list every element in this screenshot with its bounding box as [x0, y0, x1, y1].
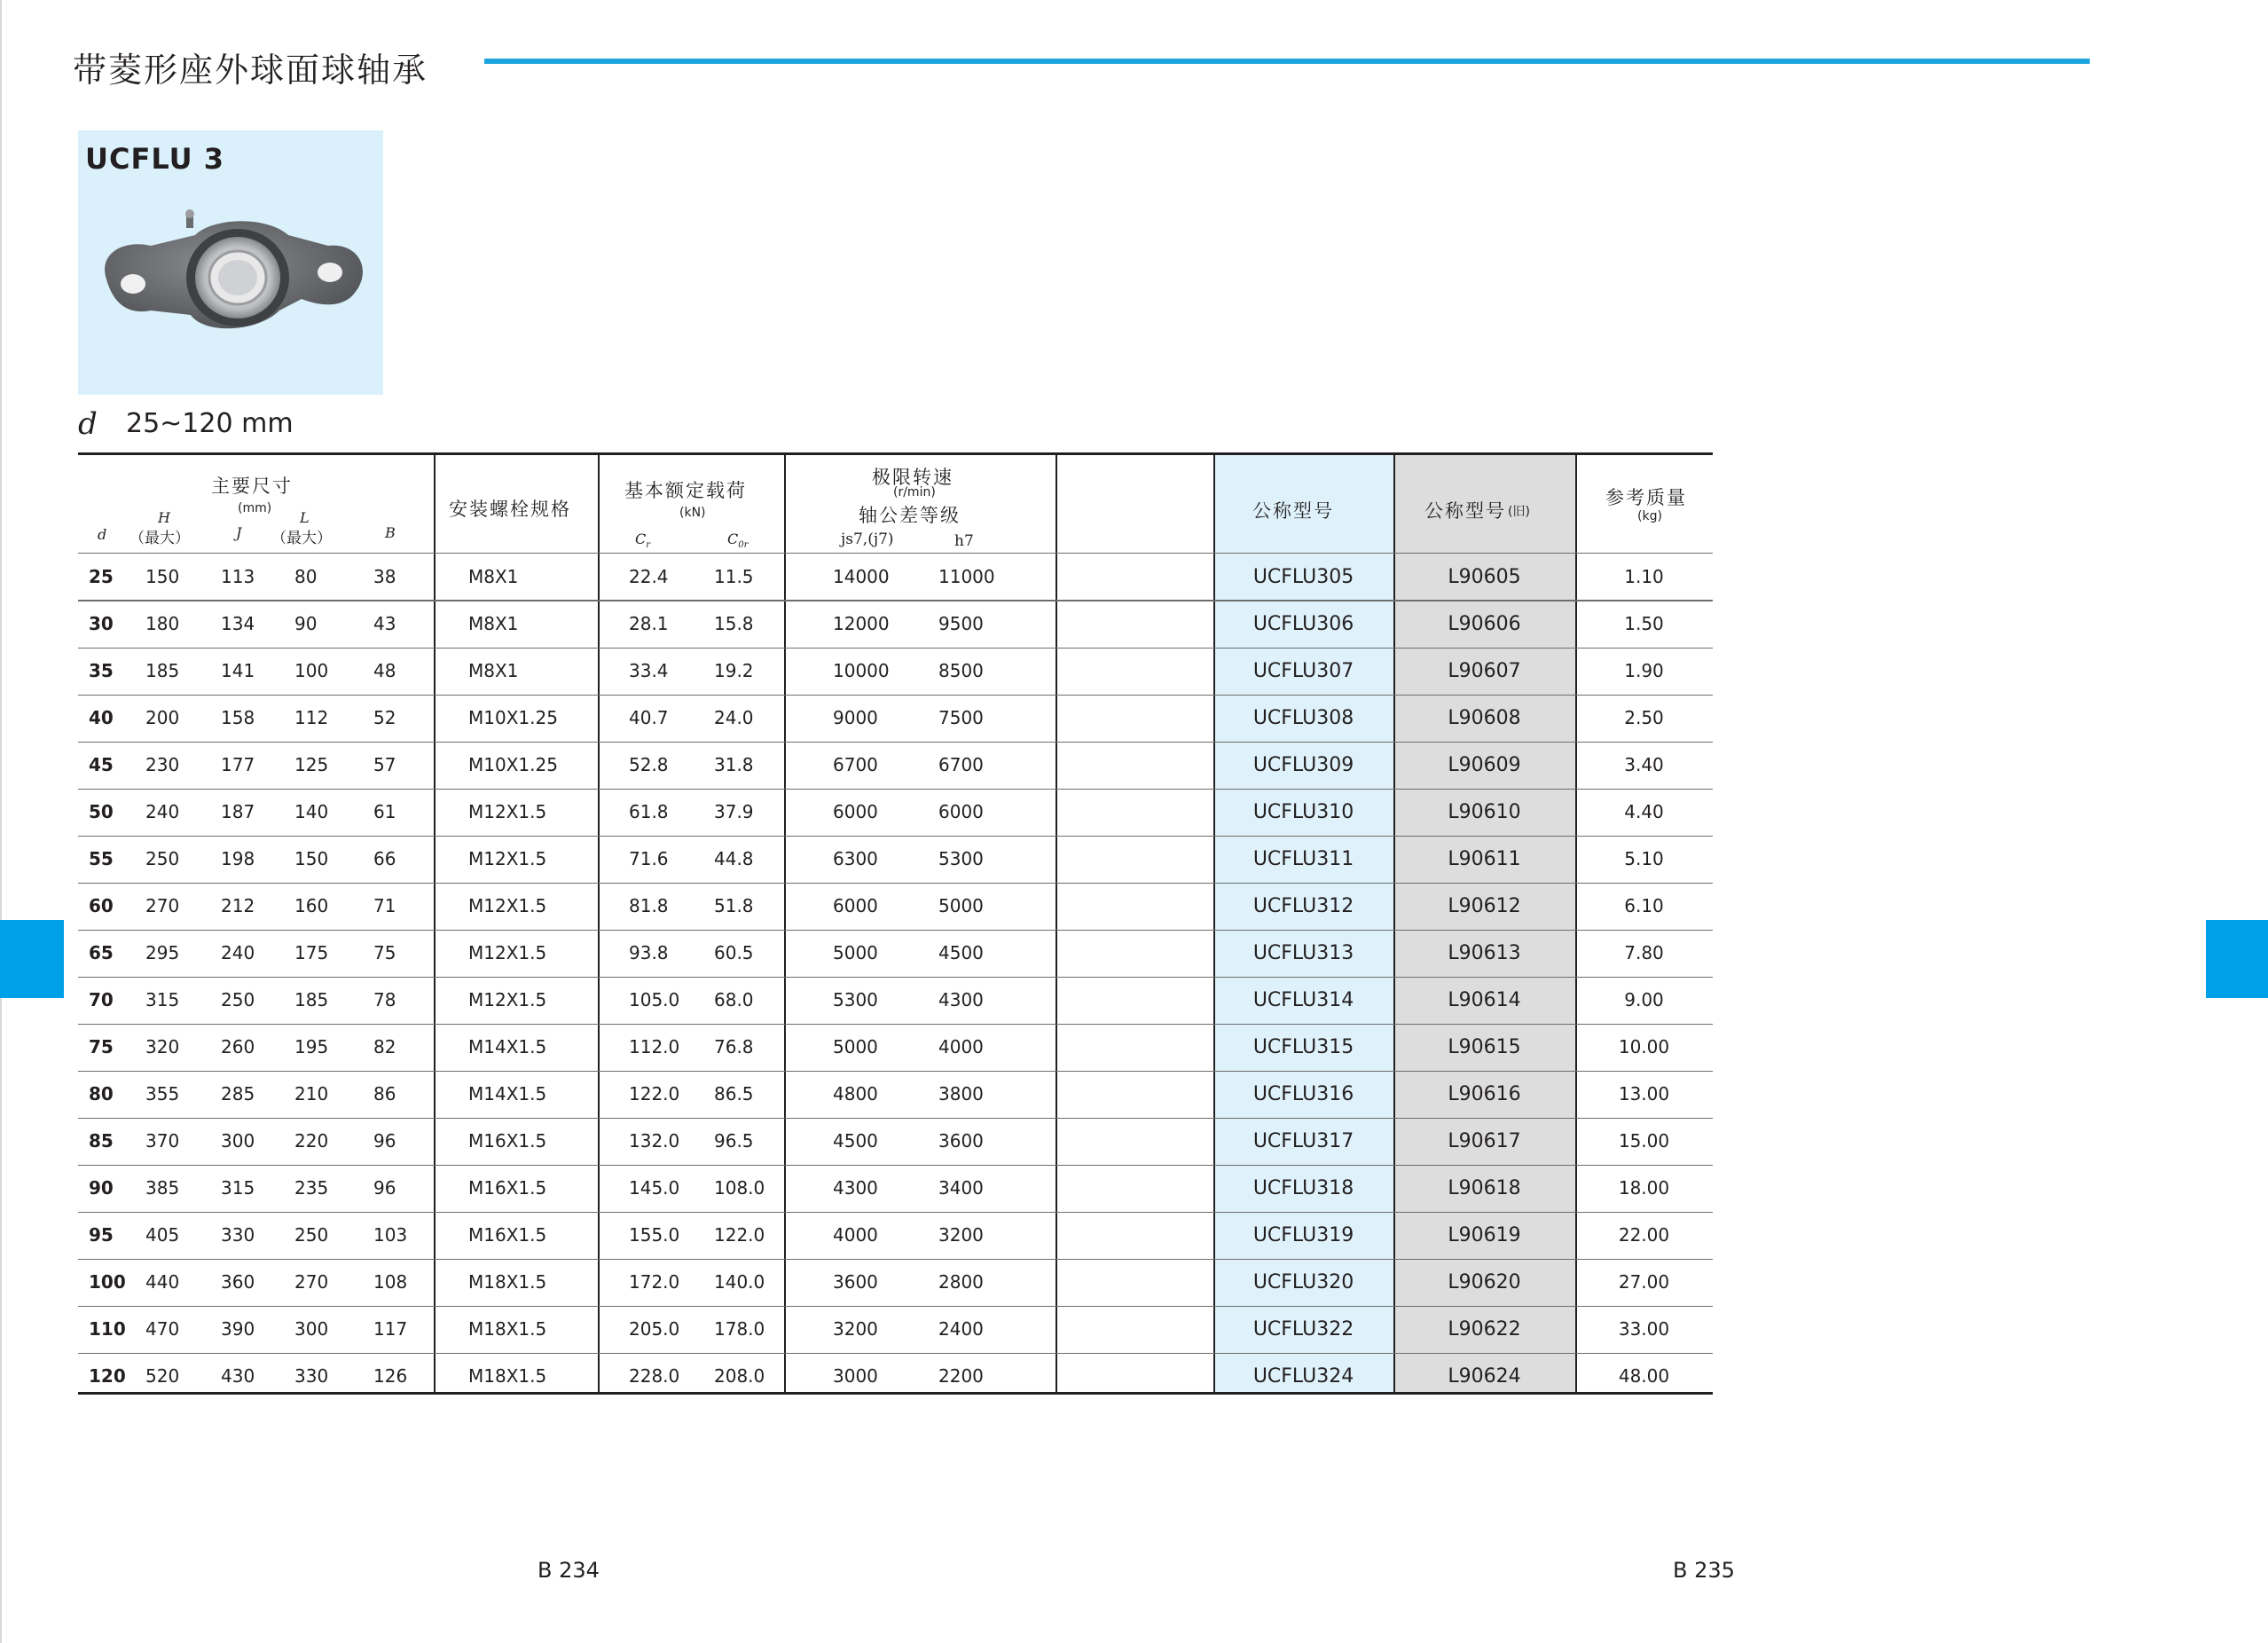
cell-cr: 71.6 [629, 848, 669, 869]
cell-H: 185 [145, 660, 180, 681]
cell-old-model: L90618 [1448, 1177, 1521, 1199]
cell-mass: 1.90 [1624, 660, 1664, 681]
cell-old-model: L90617 [1448, 1130, 1521, 1152]
cell-H: 150 [145, 566, 180, 587]
bore-symbol: d [78, 406, 98, 442]
cell-B: 117 [373, 1318, 408, 1340]
cell-cr: 61.8 [629, 801, 669, 822]
cell-cor: 15.8 [714, 613, 754, 634]
cell-mass: 3.40 [1624, 754, 1664, 775]
cell-speed-js7: 10000 [833, 660, 890, 681]
header-B: B [385, 524, 396, 541]
cell-speed-h7: 5300 [938, 848, 984, 869]
cell-J: 390 [221, 1318, 255, 1340]
cell-model: UCFLU312 [1252, 895, 1354, 917]
cell-d: 40 [89, 707, 114, 728]
cell-speed-h7: 9500 [938, 613, 984, 634]
cell-model: UCFLU315 [1252, 1036, 1354, 1058]
page-number-right: B 235 [1673, 1558, 1735, 1583]
table-row [78, 742, 1713, 790]
cell-cor: 24.0 [714, 707, 754, 728]
cell-speed-js7: 3200 [833, 1318, 878, 1340]
cell-old-model: L90622 [1448, 1318, 1521, 1340]
cell-model: UCFLU305 [1252, 566, 1354, 588]
cell-model: UCFLU319 [1252, 1224, 1354, 1246]
cell-speed-h7: 3600 [938, 1130, 984, 1152]
cell-J: 300 [221, 1130, 255, 1152]
cell-speed-js7: 4300 [833, 1177, 878, 1199]
table-top-rule [78, 452, 1713, 455]
header-cor: $C_{0r}$ [727, 531, 749, 551]
cell-mass: 5.10 [1624, 848, 1664, 869]
table-row [78, 695, 1713, 743]
cell-d: 45 [89, 754, 114, 775]
cell-speed-h7: 4000 [938, 1036, 984, 1057]
header-main-dimensions: 主要尺寸 [211, 476, 293, 497]
cell-L: 195 [294, 1036, 329, 1057]
cell-d: 80 [89, 1083, 114, 1105]
header-old-model-note: (旧) [1508, 505, 1530, 519]
cell-model: UCFLU309 [1252, 754, 1354, 776]
cell-cr: 155.0 [629, 1224, 680, 1246]
cell-cor: 37.9 [714, 801, 754, 822]
cell-model: UCFLU313 [1252, 942, 1354, 964]
cell-mass: 15.00 [1618, 1130, 1670, 1152]
cell-H: 470 [145, 1318, 180, 1340]
cell-cr: 33.4 [629, 660, 669, 681]
cell-J: 141 [221, 660, 255, 681]
cell-mass: 9.00 [1624, 989, 1664, 1010]
table-row [78, 836, 1713, 884]
cell-L: 185 [294, 989, 329, 1010]
cell-old-model: L90609 [1448, 754, 1521, 776]
cell-cr: 122.0 [629, 1083, 680, 1105]
cell-J: 360 [221, 1271, 255, 1293]
cell-speed-js7: 5000 [833, 942, 878, 963]
cell-model: UCFLU318 [1252, 1177, 1354, 1199]
cell-d: 25 [89, 566, 114, 587]
header-js7: js7,(j7) [841, 531, 894, 548]
cell-speed-h7: 6000 [938, 801, 984, 822]
cell-B: 96 [373, 1130, 396, 1152]
cell-model: UCFLU320 [1252, 1271, 1354, 1293]
table-row [78, 883, 1713, 931]
cell-B: 96 [373, 1177, 396, 1199]
cell-old-model: L90607 [1448, 660, 1521, 682]
cell-L: 250 [294, 1224, 329, 1246]
cell-B: 75 [373, 942, 396, 963]
header-old-model: 公称型号 [1424, 500, 1506, 522]
cell-J: 187 [221, 801, 255, 822]
left-edge-rule [0, 0, 2, 1643]
table-row [78, 1306, 1713, 1354]
header-speed-unit: (r/min) [893, 485, 936, 499]
cell-J: 158 [221, 707, 255, 728]
cell-J: 285 [221, 1083, 255, 1105]
table-row [78, 1071, 1713, 1119]
table-row [78, 1118, 1713, 1166]
cell-speed-js7: 6700 [833, 754, 878, 775]
cell-d: 75 [89, 1036, 114, 1057]
cell-bolt: M12X1.5 [468, 801, 547, 822]
cell-cor: 86.5 [714, 1083, 754, 1105]
cell-J: 240 [221, 942, 255, 963]
cell-cr: 112.0 [629, 1036, 680, 1057]
cell-d: 60 [89, 895, 114, 916]
cell-B: 86 [373, 1083, 396, 1105]
side-tab-right [2206, 920, 2268, 998]
table-row [78, 601, 1713, 649]
cell-cor: 140.0 [714, 1271, 765, 1293]
cell-cr: 93.8 [629, 942, 669, 963]
cell-J: 260 [221, 1036, 255, 1057]
cell-speed-js7: 6300 [833, 848, 878, 869]
product-series-label: UCFLU 3 [85, 142, 224, 176]
cell-model: UCFLU322 [1252, 1318, 1354, 1340]
cell-H: 270 [145, 895, 180, 916]
cell-H: 385 [145, 1177, 180, 1199]
cell-cr: 172.0 [629, 1271, 680, 1293]
cell-speed-h7: 5000 [938, 895, 984, 916]
cell-bolt: M12X1.5 [468, 848, 547, 869]
cell-H: 230 [145, 754, 180, 775]
cell-speed-js7: 14000 [833, 566, 890, 587]
cell-cr: 52.8 [629, 754, 669, 775]
cell-old-model: L90619 [1448, 1224, 1521, 1246]
cell-L: 112 [294, 707, 329, 728]
cell-model: UCFLU324 [1252, 1365, 1354, 1388]
cell-H: 240 [145, 801, 180, 822]
table-row [78, 554, 1713, 601]
cell-bolt: M12X1.5 [468, 989, 547, 1010]
cell-old-model: L90608 [1448, 707, 1521, 729]
cell-mass: 48.00 [1618, 1365, 1670, 1387]
cell-B: 38 [373, 566, 396, 587]
table-row [78, 1024, 1713, 1072]
cell-model: UCFLU308 [1252, 707, 1354, 729]
cell-bolt: M12X1.5 [468, 942, 547, 963]
cell-bolt: M18X1.5 [468, 1271, 547, 1293]
header-speed: 极限转速 [872, 467, 954, 488]
cell-J: 250 [221, 989, 255, 1010]
page-title: 带菱形座外球面球轴承 [73, 51, 428, 90]
header-H: H [158, 509, 170, 526]
header-J: J [236, 524, 242, 541]
header-load: 基本额定载荷 [624, 480, 747, 501]
cell-L: 80 [294, 566, 318, 587]
header-d: d [98, 526, 107, 543]
header-main-dimensions-unit: (mm) [238, 501, 272, 515]
cell-speed-h7: 4500 [938, 942, 984, 963]
cell-d: 35 [89, 660, 114, 681]
cell-d: 85 [89, 1130, 114, 1152]
cell-bolt: M8X1 [468, 566, 519, 587]
cell-model: UCFLU306 [1252, 613, 1354, 635]
cell-mass: 13.00 [1618, 1083, 1670, 1105]
header-tolerance: 轴公差等级 [859, 505, 961, 526]
cell-cor: 51.8 [714, 895, 754, 916]
cell-cr: 105.0 [629, 989, 680, 1010]
cell-H: 320 [145, 1036, 180, 1057]
cell-cor: 76.8 [714, 1036, 754, 1057]
cell-mass: 1.10 [1624, 566, 1664, 587]
cell-L: 150 [294, 848, 329, 869]
cell-speed-h7: 3800 [938, 1083, 984, 1105]
table-row [78, 1259, 1713, 1307]
table-row [78, 977, 1713, 1025]
cell-d: 65 [89, 942, 114, 963]
cell-mass: 10.00 [1618, 1036, 1670, 1057]
cell-cor: 68.0 [714, 989, 754, 1010]
cell-H: 370 [145, 1130, 180, 1152]
cell-B: 71 [373, 895, 396, 916]
cell-speed-js7: 3000 [833, 1365, 878, 1387]
cell-L: 140 [294, 801, 329, 822]
cell-H: 405 [145, 1224, 180, 1246]
cell-B: 78 [373, 989, 396, 1010]
cell-speed-h7: 11000 [938, 566, 995, 587]
cell-old-model: L90611 [1448, 848, 1521, 870]
cell-speed-h7: 4300 [938, 989, 984, 1010]
cell-d: 50 [89, 801, 114, 822]
cell-H: 440 [145, 1271, 180, 1293]
cell-bolt: M8X1 [468, 660, 519, 681]
cell-cor: 60.5 [714, 942, 754, 963]
cell-H: 355 [145, 1083, 180, 1105]
cell-L: 330 [294, 1365, 329, 1387]
cell-H: 295 [145, 942, 180, 963]
cell-model: UCFLU314 [1252, 989, 1354, 1011]
flange-bearing-icon [89, 200, 373, 350]
cell-cor: 208.0 [714, 1365, 765, 1387]
cell-speed-js7: 4800 [833, 1083, 878, 1105]
cell-old-model: L90620 [1448, 1271, 1521, 1293]
cell-speed-js7: 9000 [833, 707, 878, 728]
cell-speed-h7: 8500 [938, 660, 984, 681]
cell-mass: 6.10 [1624, 895, 1664, 916]
header-bolt: 安装螺栓规格 [449, 499, 571, 520]
cell-cr: 81.8 [629, 895, 669, 916]
cell-model: UCFLU307 [1252, 660, 1354, 682]
cell-old-model: L90605 [1448, 566, 1521, 588]
cell-mass: 4.40 [1624, 801, 1664, 822]
table-row [78, 930, 1713, 978]
header-L: L [300, 509, 310, 526]
cell-old-model: L90613 [1448, 942, 1521, 964]
cell-cor: 31.8 [714, 754, 754, 775]
cell-B: 43 [373, 613, 396, 634]
cell-old-model: L90624 [1448, 1365, 1521, 1388]
cell-L: 210 [294, 1083, 329, 1105]
cell-speed-js7: 6000 [833, 801, 878, 822]
cell-bolt: M18X1.5 [468, 1318, 547, 1340]
cell-speed-js7: 4000 [833, 1224, 878, 1246]
cell-d: 90 [89, 1177, 114, 1199]
table-row [78, 648, 1713, 696]
cell-L: 90 [294, 613, 318, 634]
cell-model: UCFLU317 [1252, 1130, 1354, 1152]
cell-bolt: M16X1.5 [468, 1224, 547, 1246]
header-mass: 参考质量 [1605, 487, 1687, 508]
cell-old-model: L90606 [1448, 613, 1521, 635]
cell-H: 250 [145, 848, 180, 869]
cell-J: 177 [221, 754, 255, 775]
cell-speed-js7: 12000 [833, 613, 890, 634]
cell-cr: 228.0 [629, 1365, 680, 1387]
cell-B: 48 [373, 660, 396, 681]
cell-speed-js7: 5300 [833, 989, 878, 1010]
cell-bolt: M14X1.5 [468, 1083, 547, 1105]
cell-cor: 108.0 [714, 1177, 765, 1199]
cell-cr: 205.0 [629, 1318, 680, 1340]
cell-bolt: M16X1.5 [468, 1177, 547, 1199]
cell-d: 110 [89, 1318, 126, 1340]
cell-speed-js7: 3600 [833, 1271, 878, 1293]
table-row [78, 789, 1713, 837]
cell-cor: 96.5 [714, 1130, 754, 1152]
cell-speed-h7: 3200 [938, 1224, 984, 1246]
cell-cor: 11.5 [714, 566, 754, 587]
page-number-left: B 234 [538, 1558, 600, 1583]
cell-J: 430 [221, 1365, 255, 1387]
cell-cor: 122.0 [714, 1224, 765, 1246]
cell-cor: 178.0 [714, 1318, 765, 1340]
cell-H: 315 [145, 989, 180, 1010]
cell-J: 134 [221, 613, 255, 634]
cell-cr: 22.4 [629, 566, 669, 587]
cell-old-model: L90612 [1448, 895, 1521, 917]
cell-B: 108 [373, 1271, 408, 1293]
cell-d: 95 [89, 1224, 114, 1246]
cell-B: 66 [373, 848, 396, 869]
cell-d: 100 [89, 1271, 126, 1293]
title-underline [484, 59, 2090, 64]
cell-speed-js7: 4500 [833, 1130, 878, 1152]
cell-L: 125 [294, 754, 329, 775]
cell-B: 61 [373, 801, 396, 822]
header-load-unit: (kN) [679, 506, 706, 520]
cell-L: 175 [294, 942, 329, 963]
cell-d: 120 [89, 1365, 126, 1387]
cell-cr: 40.7 [629, 707, 669, 728]
cell-L: 160 [294, 895, 329, 916]
cell-d: 70 [89, 989, 114, 1010]
cell-L: 220 [294, 1130, 329, 1152]
cell-old-model: L90615 [1448, 1036, 1521, 1058]
cell-mass: 2.50 [1624, 707, 1664, 728]
table-row [78, 1212, 1713, 1260]
cell-mass: 22.00 [1618, 1224, 1670, 1246]
table-row [78, 1353, 1713, 1400]
header-L-note: （最大） [271, 530, 332, 547]
cell-speed-h7: 3400 [938, 1177, 984, 1199]
cell-mass: 18.00 [1618, 1177, 1670, 1199]
header-cr: $C_r$ [635, 531, 651, 551]
header-model: 公称型号 [1252, 500, 1334, 522]
cell-bolt: M8X1 [468, 613, 519, 634]
header-H-note: （最大） [129, 530, 190, 547]
cell-J: 315 [221, 1177, 255, 1199]
cell-bolt: M16X1.5 [468, 1130, 547, 1152]
cell-speed-h7: 2800 [938, 1271, 984, 1293]
cell-J: 113 [221, 566, 255, 587]
cell-speed-h7: 6700 [938, 754, 984, 775]
cell-model: UCFLU310 [1252, 801, 1354, 823]
cell-L: 235 [294, 1177, 329, 1199]
cell-d: 30 [89, 613, 114, 634]
cell-speed-h7: 2400 [938, 1318, 984, 1340]
cell-cr: 145.0 [629, 1177, 680, 1199]
cell-B: 126 [373, 1365, 408, 1387]
cell-old-model: L90614 [1448, 989, 1521, 1011]
cell-bolt: M18X1.5 [468, 1365, 547, 1387]
table-row [78, 1165, 1713, 1213]
cell-model: UCFLU311 [1252, 848, 1354, 870]
cell-B: 103 [373, 1224, 408, 1246]
cell-cor: 44.8 [714, 848, 754, 869]
cell-speed-h7: 7500 [938, 707, 984, 728]
cell-bolt: M12X1.5 [468, 895, 547, 916]
cell-L: 100 [294, 660, 329, 681]
cell-cr: 28.1 [629, 613, 669, 634]
header-h7: h7 [954, 532, 974, 550]
cell-mass: 7.80 [1624, 942, 1664, 963]
cell-cor: 19.2 [714, 660, 754, 681]
cell-bolt: M10X1.25 [468, 754, 558, 775]
cell-mass: 1.50 [1624, 613, 1664, 634]
cell-speed-h7: 2200 [938, 1365, 984, 1387]
cell-B: 52 [373, 707, 396, 728]
cell-old-model: L90610 [1448, 801, 1521, 823]
cell-speed-js7: 6000 [833, 895, 878, 916]
cell-H: 180 [145, 613, 180, 634]
cell-bolt: M10X1.25 [468, 707, 558, 728]
cell-old-model: L90616 [1448, 1083, 1521, 1105]
cell-bolt: M14X1.5 [468, 1036, 547, 1057]
cell-J: 330 [221, 1224, 255, 1246]
cell-model: UCFLU316 [1252, 1083, 1354, 1105]
cell-H: 200 [145, 707, 180, 728]
cell-H: 520 [145, 1365, 180, 1387]
cell-J: 198 [221, 848, 255, 869]
cell-B: 57 [373, 754, 396, 775]
cell-B: 82 [373, 1036, 396, 1057]
cell-mass: 27.00 [1618, 1271, 1670, 1293]
cell-d: 55 [89, 848, 114, 869]
cell-L: 300 [294, 1318, 329, 1340]
cell-cr: 132.0 [629, 1130, 680, 1152]
cell-mass: 33.00 [1618, 1318, 1670, 1340]
bore-range: 25~120 mm [126, 408, 294, 439]
cell-speed-js7: 5000 [833, 1036, 878, 1057]
side-tab-left [0, 920, 64, 998]
cell-L: 270 [294, 1271, 329, 1293]
cell-J: 212 [221, 895, 255, 916]
header-mass-unit: (kg) [1637, 509, 1662, 523]
